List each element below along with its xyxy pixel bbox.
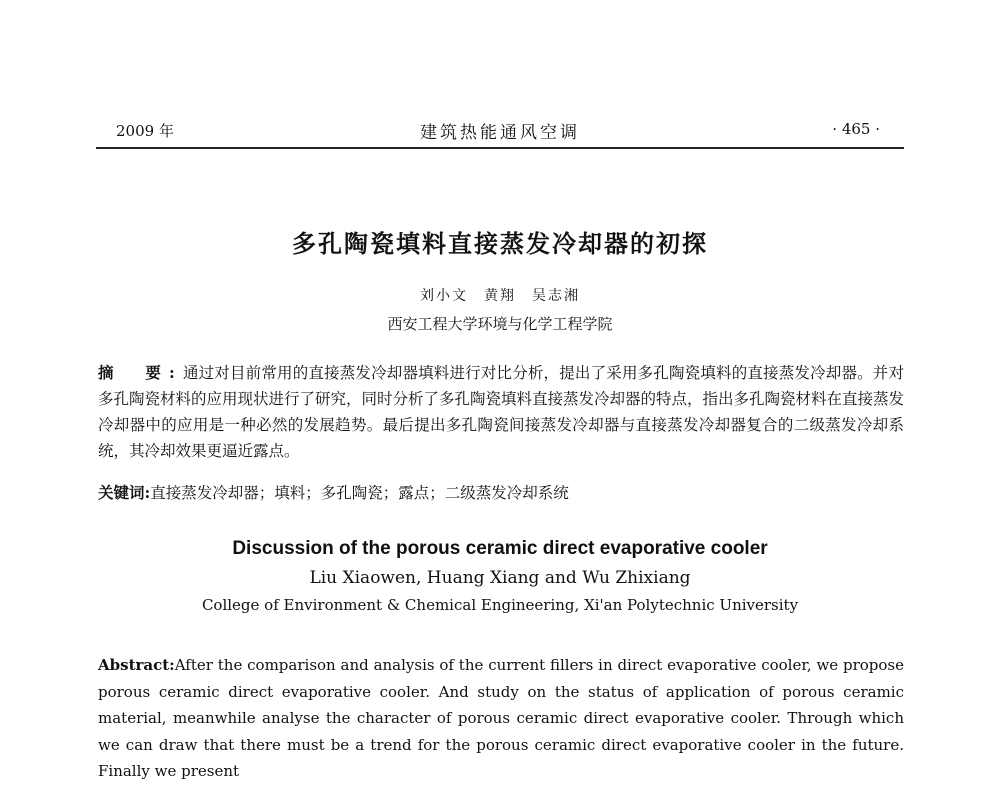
authors-cn: 刘小文 黄翔 吴志湘 <box>420 288 580 304</box>
page-header <box>96 116 904 144</box>
header-rule <box>96 147 904 149</box>
abstract-cn <box>98 360 904 464</box>
header-page-number: · 465 · <box>832 120 880 138</box>
abstract-cn-text: 通过对目前常用的直接蒸发冷却器填料进行对比分析，提出了采用多孔陶瓷填料的直接蒸发冷却器。并对多孔陶瓷材料的应用现状进行了研究，同时分析了多孔陶瓷填料直接蒸发冷却器的特点，指出多孔陶瓷材料在直接蒸发冷却器中的应用是一种必然的发展趋势。最后提出多孔陶瓷间接蒸发冷却器与直接蒸发冷却器复合的二级蒸发冷却系统，其冷却效果更逼近露点。 <box>98 364 905 460</box>
authors-en: Liu Xiaowen, Huang Xiang and Wu Zhixiang <box>309 568 691 588</box>
paper-title-en: Discussion of the porous ceramic direct evaporative cooler <box>232 538 768 559</box>
header-journal-name: 建筑热能通风空调 <box>420 123 580 143</box>
affiliation-cn: 西安工程大学环境与化学工程学院 <box>387 315 613 333</box>
header-year: 2009 年 <box>116 122 174 140</box>
paper-title-cn: 多孔陶瓷填料直接蒸发冷却器的初探 <box>292 229 708 258</box>
keywords-cn-text: 直接蒸发冷却器；填料；多孔陶瓷；露点；二级蒸发冷却系统 <box>150 484 569 502</box>
abstract-en <box>98 652 904 785</box>
abstract-en-text: After the comparison and analysis of the current fillers in direct evaporative cooler, we propose porous ceramic direct evaporative cooler. And study on the status of application of porous ceramic material, meanwhile analyse the character of porous ceramic direct evaporative cooler. Through which we can draw that there must be a trend for the porous ceramic direct evaporative cooler in the future. Finally we present <box>98 656 904 780</box>
abstract-cn-label: 摘 要: <box>98 363 183 382</box>
abstract-en-label: Abstract: <box>98 656 175 674</box>
keywords-cn <box>98 481 904 503</box>
keywords-cn-label: 关键词: <box>98 483 151 502</box>
affiliation-en: College of Environment & Chemical Engineering, Xi'an Polytechnic University <box>201 596 799 614</box>
